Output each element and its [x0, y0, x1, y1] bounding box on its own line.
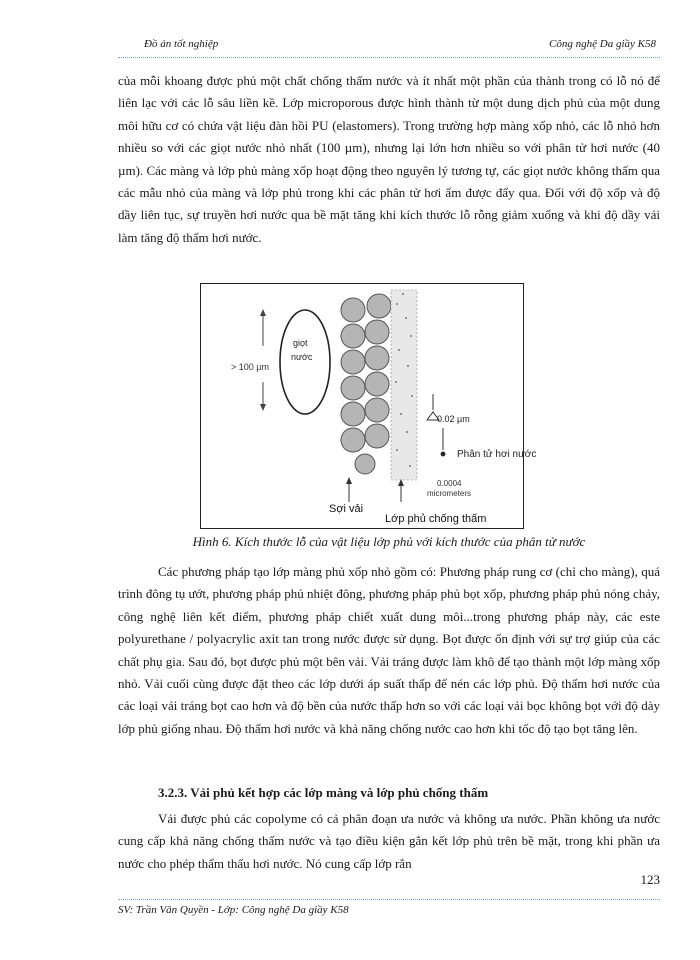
footer-text: SV: Trần Văn Quyền - Lớp: Công nghệ Da giầy K58	[118, 904, 349, 916]
droplet-label-line1: giọt	[293, 338, 308, 348]
molecule-size-unit: micrometers	[427, 489, 472, 498]
coating-label: Lớp phủ chống thấm	[385, 513, 487, 525]
water-droplet	[280, 310, 330, 414]
droplet-size-label: > 100 µm	[231, 362, 269, 372]
paragraph-3: Vải được phủ các copolyme có cả phân đoạn ưa nước và không ưa nước. Phần không ưa nước cung cấp khả năng chống thấm nước và tạo điều kiện gắn kết lớp phủ trên bề mặt, trong khi phần ưa nước cho phép thẩm thấu hơi nước. Nó cung cấp lớp rắn	[118, 811, 660, 871]
paragraph-2: Các phương pháp tạo lớp màng phủ xốp nhỏ gồm có: Phương pháp rung cơ (chỉ cho màng), quá trình đông tụ ướt, phương pháp phủ nhiệt đông, phương pháp phủ bọt xốp, phương pháp phủ nóng chảy, công nghệ liên kết điểm, phương pháp chiết xuất dung môi...trong phương pháp này, các este polyurethane / polyacrylic axit tan trong nước được sử dụng. Bọt được ổn định với sự trợ giúp của các chất phụ gia. Sau đó, bọt được phủ một bên vải. Vải tráng được làm khô để tạo thành một lớp màng xốp nhỏ. Vải cuối cùng được đặt theo các lớp dưới áp suất thấp để nén các lớp phủ. Độ thấm hơi nước của các loại vải tráng bọt cao hơn và độ bền của nước thấp hơn so với các loại vải bọc không bọt với độ dày lớp phủ giống nhau. Độ thấm hơi nước và khả năng chống nước cao hơn khi tốc độ tạo bọt tăng lên.	[118, 564, 660, 736]
vapor-molecule-dot	[441, 452, 446, 457]
arrowhead-up-icon	[260, 309, 266, 316]
coating-layer	[391, 290, 417, 480]
fiber-arrowhead-icon	[346, 477, 352, 484]
figure-diagram	[201, 284, 537, 528]
vapor-molecule-label: Phân tử hơi nước	[457, 449, 537, 460]
droplet-label-line2: nước	[291, 352, 313, 362]
molecule-size-value: 0.0004	[437, 479, 462, 488]
header-right: Công nghệ Da giầy K58	[549, 38, 656, 50]
header-left: Đồ án tốt nghiệp	[144, 38, 219, 50]
fiber-label: Sợi vải	[329, 503, 364, 515]
paragraph-1: của mỗi khoang được phủ một chất chống thấm nước và ít nhất một phần của thành trong có lỗ nó để liên lạc với các lỗ sâu liền kề. Lớp microporous được hình thành từ một dung dịch phủ của một dung môi hữu cơ có chứa vật liệu đàn hồi PU (elastomers). Trong trường hợp màng xốp nhỏ, các lỗ nhỏ hơn nhiều so với các giọt nước nhỏ nhất (100 µm), nhưng lại lớn hơn nhiều so với phân tử hơi nước (40 µm). Các màng và lớp phủ màng xốp hoạt động theo nguyên lý tương tự, các giọt nước không thấm qua các mẫu nhỏ của màng và lớp phủ trong khi các phân tử hơi ẩm được đẩy qua. Đối với độ xốp và độ dầy liên tục, sự truyền hơi nước qua bề mặt tăng khi kích thước lỗ rỗng giảm xuống và khi độ dầy vải làm tăng độ thấm hơi nước.	[118, 73, 660, 245]
arrowhead-down-icon	[260, 404, 266, 411]
section-heading: 3.2.3. Vải phủ kết hợp các lớp màng và lớp phủ chống thấm	[158, 785, 489, 800]
figure	[200, 283, 537, 529]
footer-divider	[118, 899, 660, 900]
pore-size-label: 0.02 µm	[437, 414, 470, 424]
fabric-fibers	[341, 294, 391, 474]
header-divider	[118, 57, 660, 58]
page-number: 123	[640, 872, 660, 887]
figure-caption: Hình 6. Kích thước lỗ của vật liệu lớp phủ với kích thước của phân tử nước	[192, 534, 586, 549]
